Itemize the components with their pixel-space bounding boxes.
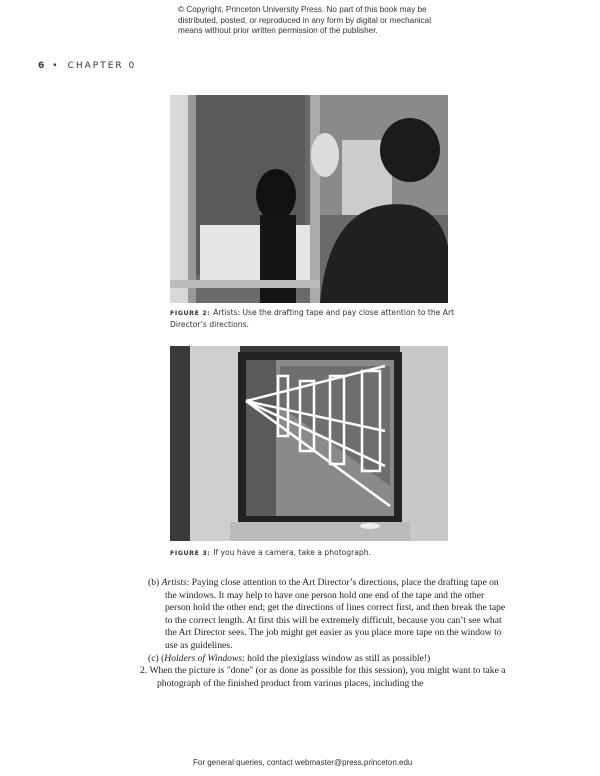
- figure-label: FIGURE 2:: [170, 309, 211, 317]
- copyright-notice: © Copyright, Princeton University Press. No part of this book may be distributed, posted, or reproduced in any form by digital or mechanical means without prior written permission of the publisher.: [178, 5, 432, 35]
- separator: •: [52, 61, 60, 71]
- role-label: Holders of Windows: [164, 652, 243, 664]
- list-item-2: [140, 665, 508, 690]
- list-marker: 2.: [140, 665, 148, 677]
- figure-2-caption: [170, 307, 455, 330]
- body-text: [140, 577, 508, 690]
- role-label: Artists: [161, 577, 187, 588]
- page-number: 6: [38, 61, 45, 71]
- list-marker: (c): [148, 652, 159, 664]
- footer: For general queries, contact webmaster@press.princeton.edu: [193, 758, 413, 767]
- figure-label: FIGURE 3:: [170, 549, 211, 557]
- list-item-b: [148, 577, 508, 653]
- item-text: When the picture is "done" (or as done as possible for this session), you might want to take a photograph of the finished product from various places, including the: [149, 665, 506, 689]
- caption-text: Artists: Use the drafting tape and pay close attention to the Art Director’s directions.: [170, 308, 455, 329]
- running-head: [38, 61, 136, 71]
- list-marker: (b): [148, 577, 160, 588]
- list-item-c: [148, 653, 508, 666]
- figure-3-caption: [170, 547, 455, 559]
- caption-text: If you have a camera, take a photograph.: [213, 548, 371, 557]
- figure-3-photo: [170, 346, 448, 541]
- chapter-title: CHAPTER 0: [67, 61, 137, 71]
- paren: (: [161, 652, 165, 664]
- figure-2-photo: [170, 95, 448, 303]
- item-text: : Paying close attention to the Art Director’s directions, place the drafting tape on the windows. It may help to have one person hold one end of the tape and the other person hold the other end; get the directions of lines correct first, and then break the tape to the correct length. At first this will be extremely difficult, because you can’t see what the Art Director sees. The job might get easier as you place more tape on the window to use as guidelines.: [165, 577, 506, 651]
- item-text: : hold the plexiglass window as still as possible!): [242, 652, 431, 664]
